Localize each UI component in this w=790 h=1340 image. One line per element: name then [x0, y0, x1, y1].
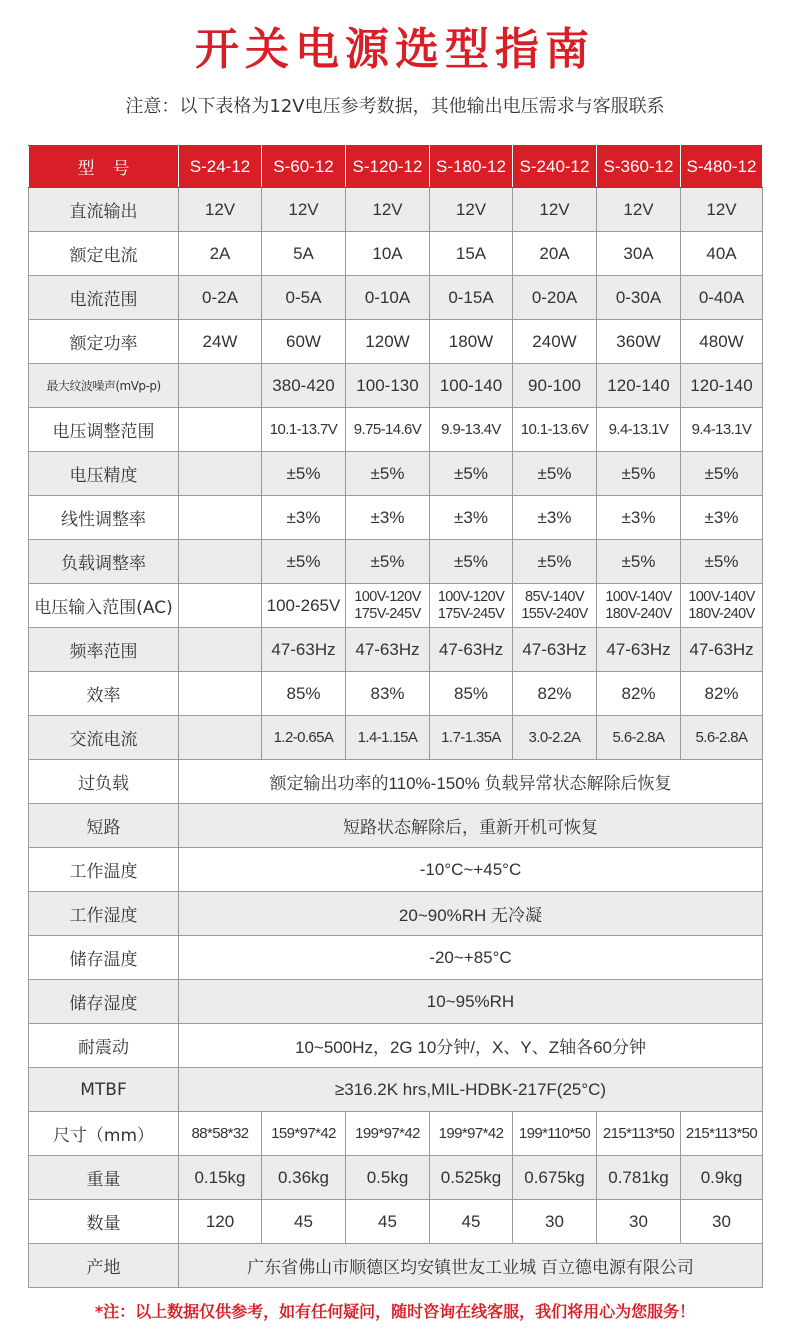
table-cell: 9.75-14.6V	[346, 408, 430, 452]
table-cell	[179, 584, 262, 628]
table-cell: 12V	[346, 188, 430, 232]
table-cell: 1.2-0.65A	[262, 716, 346, 760]
table-cell: 180W	[430, 320, 513, 364]
table-cell: 45	[346, 1200, 430, 1244]
row-label: 直流输出	[29, 188, 179, 232]
model-s-24-12: S-24-12	[179, 146, 262, 188]
table-cell: ±3%	[346, 496, 430, 540]
table-cell: 10.1-13.6V	[513, 408, 597, 452]
table-cell: 30A	[597, 232, 681, 276]
table-cell: 0-2A	[179, 276, 262, 320]
table-cell	[179, 672, 262, 716]
row-label: 效率	[29, 672, 179, 716]
model-s-480-12: S-480-12	[681, 146, 763, 188]
table-cell	[430, 584, 513, 628]
table-cell: 0-20A	[513, 276, 597, 320]
table-cell: 88*58*32	[179, 1112, 262, 1156]
row-label: MTBF	[29, 1068, 179, 1112]
table-row-short	[29, 804, 763, 848]
table-cell: 47-63Hz	[346, 628, 430, 672]
table-cell: ±5%	[430, 452, 513, 496]
table-cell: 15A	[430, 232, 513, 276]
table-cell: 47-63Hz	[262, 628, 346, 672]
table-cell	[179, 408, 262, 452]
table-row-load-reg	[29, 540, 763, 584]
table-cell: 0.36kg	[262, 1156, 346, 1200]
table-cell: 480W	[681, 320, 763, 364]
row-label: 电流范围	[29, 276, 179, 320]
table-cell	[681, 584, 763, 628]
notice-text: 注意：以下表格为12V电压参考数据，其他输出电压需求与客服联系	[125, 96, 665, 117]
table-cell: 1.4-1.15A	[346, 716, 430, 760]
table-cell: 9.4-13.1V	[597, 408, 681, 452]
table-cell: 47-63Hz	[513, 628, 597, 672]
table-cell: 0.5kg	[346, 1156, 430, 1200]
table-cell: 0-15A	[430, 276, 513, 320]
table-cell: 9.4-13.1V	[681, 408, 763, 452]
table-row-input-range	[29, 584, 763, 628]
table-cell	[179, 540, 262, 584]
table-cell: 47-63Hz	[681, 628, 763, 672]
table-cell-merged: 短路状态解除后，重新开机可恢复	[179, 804, 763, 848]
table-cell: ±5%	[262, 452, 346, 496]
table-cell: 24W	[179, 320, 262, 364]
table-cell: 45	[262, 1200, 346, 1244]
table-row-line-reg	[29, 496, 763, 540]
table-cell-merged: -20~+85°C	[179, 936, 763, 980]
table-cell: 82%	[597, 672, 681, 716]
table-cell: 0.781kg	[597, 1156, 681, 1200]
table-cell: 83%	[346, 672, 430, 716]
input-range-line2: 175V-245V	[354, 605, 421, 622]
table-cell: 100-130	[346, 364, 430, 408]
spec-table	[28, 145, 763, 1288]
table-cell: 1.7-1.35A	[430, 716, 513, 760]
table-cell-merged: 广东省佛山市顺德区均安镇世友工业城 百立德电源有限公司	[179, 1244, 763, 1288]
table-cell: 47-63Hz	[597, 628, 681, 672]
table-cell-merged: 额定输出功率的110%-150% 负载异常状态解除后恢复	[179, 760, 763, 804]
table-header-row	[29, 146, 763, 188]
input-range-line2: 180V-240V	[688, 605, 755, 622]
table-cell: 215*113*50	[597, 1112, 681, 1156]
row-label: 储存温度	[29, 936, 179, 980]
model-s-360-12: S-360-12	[597, 146, 681, 188]
table-row-efficiency	[29, 672, 763, 716]
input-range-line2: 180V-240V	[605, 605, 672, 622]
row-label: 电压精度	[29, 452, 179, 496]
table-cell: 0-40A	[681, 276, 763, 320]
row-label: 工作湿度	[29, 892, 179, 936]
table-cell: 0.525kg	[430, 1156, 513, 1200]
input-range-line1: 100V-140V	[688, 588, 755, 605]
table-cell: ±3%	[597, 496, 681, 540]
input-range-line2: 175V-245V	[437, 605, 505, 622]
table-cell: 120-140	[597, 364, 681, 408]
model-s-240-12: S-240-12	[513, 146, 597, 188]
table-cell: 90-100	[513, 364, 597, 408]
row-label: 电压输入范围(AC)	[29, 584, 179, 628]
table-cell: ±3%	[681, 496, 763, 540]
table-cell: 82%	[513, 672, 597, 716]
table-cell: 12V	[179, 188, 262, 232]
table-cell-merged: 10~500Hz，2G 10分钟/，X、Y、Z轴各60分钟	[179, 1024, 763, 1068]
table-row-origin	[29, 1244, 763, 1288]
table-cell: 85%	[262, 672, 346, 716]
table-cell: ±5%	[597, 452, 681, 496]
row-label: 线性调整率	[29, 496, 179, 540]
table-cell: ±3%	[430, 496, 513, 540]
table-cell: 2A	[179, 232, 262, 276]
table-cell: ±5%	[346, 452, 430, 496]
table-cell	[179, 452, 262, 496]
table-cell: 30	[513, 1200, 597, 1244]
row-label: 储存湿度	[29, 980, 179, 1024]
model-s-180-12: S-180-12	[430, 146, 513, 188]
table-cell: 20A	[513, 232, 597, 276]
table-cell: 10.1-13.7V	[262, 408, 346, 452]
table-row-current-range	[29, 276, 763, 320]
table-cell: 82%	[681, 672, 763, 716]
table-cell: 9.9-13.4V	[430, 408, 513, 452]
table-row-dc-output	[29, 188, 763, 232]
table-row-vibration	[29, 1024, 763, 1068]
header-label: 型号	[29, 146, 179, 188]
table-cell: 30	[681, 1200, 763, 1244]
table-cell: 12V	[513, 188, 597, 232]
row-label: 交流电流	[29, 716, 179, 760]
row-label: 负载调整率	[29, 540, 179, 584]
input-range-line1: 100V-140V	[605, 588, 672, 605]
table-cell: 40A	[681, 232, 763, 276]
table-row-size	[29, 1112, 763, 1156]
row-label: 重量	[29, 1156, 179, 1200]
input-range-line1: 100V-120V	[437, 588, 505, 605]
table-row-voltage-acc	[29, 452, 763, 496]
table-row-weight	[29, 1156, 763, 1200]
table-cell: 12V	[681, 188, 763, 232]
table-cell: ±5%	[513, 452, 597, 496]
table-row-work-temp	[29, 848, 763, 892]
table-cell: 47-63Hz	[430, 628, 513, 672]
table-cell: 0.675kg	[513, 1156, 597, 1200]
table-row-mtbf	[29, 1068, 763, 1112]
table-cell-merged: ≥316.2K hrs,MIL-HDBK-217F(25°C)	[179, 1068, 763, 1112]
table-cell: 5.6-2.8A	[597, 716, 681, 760]
table-cell-merged: -10°C~+45°C	[179, 848, 763, 892]
table-row-overload	[29, 760, 763, 804]
table-cell: ±5%	[430, 540, 513, 584]
table-cell	[179, 364, 262, 408]
table-row-ac-current	[29, 716, 763, 760]
table-cell: 120	[179, 1200, 262, 1244]
table-cell	[179, 716, 262, 760]
row-label: 耐震动	[29, 1024, 179, 1068]
table-cell: ±3%	[513, 496, 597, 540]
table-cell: ±5%	[681, 540, 763, 584]
table-cell-merged: 20~90%RH 无冷凝	[179, 892, 763, 936]
row-label: 过负载	[29, 760, 179, 804]
table-cell: 12V	[597, 188, 681, 232]
table-cell	[179, 496, 262, 540]
table-cell: 215*113*50	[681, 1112, 763, 1156]
table-cell: ±5%	[597, 540, 681, 584]
table-row-work-hum	[29, 892, 763, 936]
table-row-qty	[29, 1200, 763, 1244]
model-s-120-12: S-120-12	[346, 146, 430, 188]
row-label: 尺寸（mm）	[29, 1112, 179, 1156]
table-cell: 0.9kg	[681, 1156, 763, 1200]
table-cell: 199*97*42	[430, 1112, 513, 1156]
table-cell: 30	[597, 1200, 681, 1244]
table-cell: 100-140	[430, 364, 513, 408]
table-cell: 0-30A	[597, 276, 681, 320]
table-cell: 45	[430, 1200, 513, 1244]
table-cell: 199*110*50	[513, 1112, 597, 1156]
table-row-ripple	[29, 364, 763, 408]
row-label: 短路	[29, 804, 179, 848]
table-cell: 0-5A	[262, 276, 346, 320]
input-range-line2: 155V-240V	[521, 605, 588, 622]
table-cell: 360W	[597, 320, 681, 364]
input-range-line1: 100V-120V	[354, 588, 421, 605]
table-cell: 0-10A	[346, 276, 430, 320]
table-cell: 0.15kg	[179, 1156, 262, 1200]
table-cell	[597, 584, 681, 628]
table-cell: 5A	[262, 232, 346, 276]
table-cell: 10A	[346, 232, 430, 276]
model-s-60-12: S-60-12	[262, 146, 346, 188]
table-cell: 5.6-2.8A	[681, 716, 763, 760]
row-label: 数量	[29, 1200, 179, 1244]
table-cell: ±5%	[681, 452, 763, 496]
table-cell	[513, 584, 597, 628]
table-cell	[346, 584, 430, 628]
table-cell: 3.0-2.2A	[513, 716, 597, 760]
table-row-rated-power	[29, 320, 763, 364]
row-label: 额定功率	[29, 320, 179, 364]
table-cell: 60W	[262, 320, 346, 364]
table-row-voltage-adj	[29, 408, 763, 452]
row-label: 额定电流	[29, 232, 179, 276]
table-cell: 199*97*42	[346, 1112, 430, 1156]
table-cell: 12V	[430, 188, 513, 232]
table-cell: 380-420	[262, 364, 346, 408]
input-range-line1: 85V-140V	[525, 588, 584, 605]
table-row-store-hum	[29, 980, 763, 1024]
table-cell: 100-265V	[262, 584, 346, 628]
table-cell: 85%	[430, 672, 513, 716]
footer-note: *注：以上数据仅供参考，如有任何疑问，随时咨询在线客服，我们将用心为您服务！	[94, 1302, 696, 1321]
table-cell	[179, 628, 262, 672]
row-label: 电压调整范围	[29, 408, 179, 452]
row-label: 最大纹波噪声(mVp-p)	[29, 364, 179, 408]
table-cell: 240W	[513, 320, 597, 364]
table-row-rated-current	[29, 232, 763, 276]
page-title: 开关电源选型指南	[195, 24, 595, 75]
table-row-store-temp	[29, 936, 763, 980]
table-row-freq	[29, 628, 763, 672]
row-label: 工作温度	[29, 848, 179, 892]
table-cell: 159*97*42	[262, 1112, 346, 1156]
row-label: 产地	[29, 1244, 179, 1288]
row-label: 频率范围	[29, 628, 179, 672]
table-cell: ±5%	[346, 540, 430, 584]
table-cell: 120-140	[681, 364, 763, 408]
table-cell: ±3%	[262, 496, 346, 540]
table-cell-merged: 10~95%RH	[179, 980, 763, 1024]
table-cell: ±5%	[513, 540, 597, 584]
table-cell: 12V	[262, 188, 346, 232]
table-cell: ±5%	[262, 540, 346, 584]
table-cell: 120W	[346, 320, 430, 364]
